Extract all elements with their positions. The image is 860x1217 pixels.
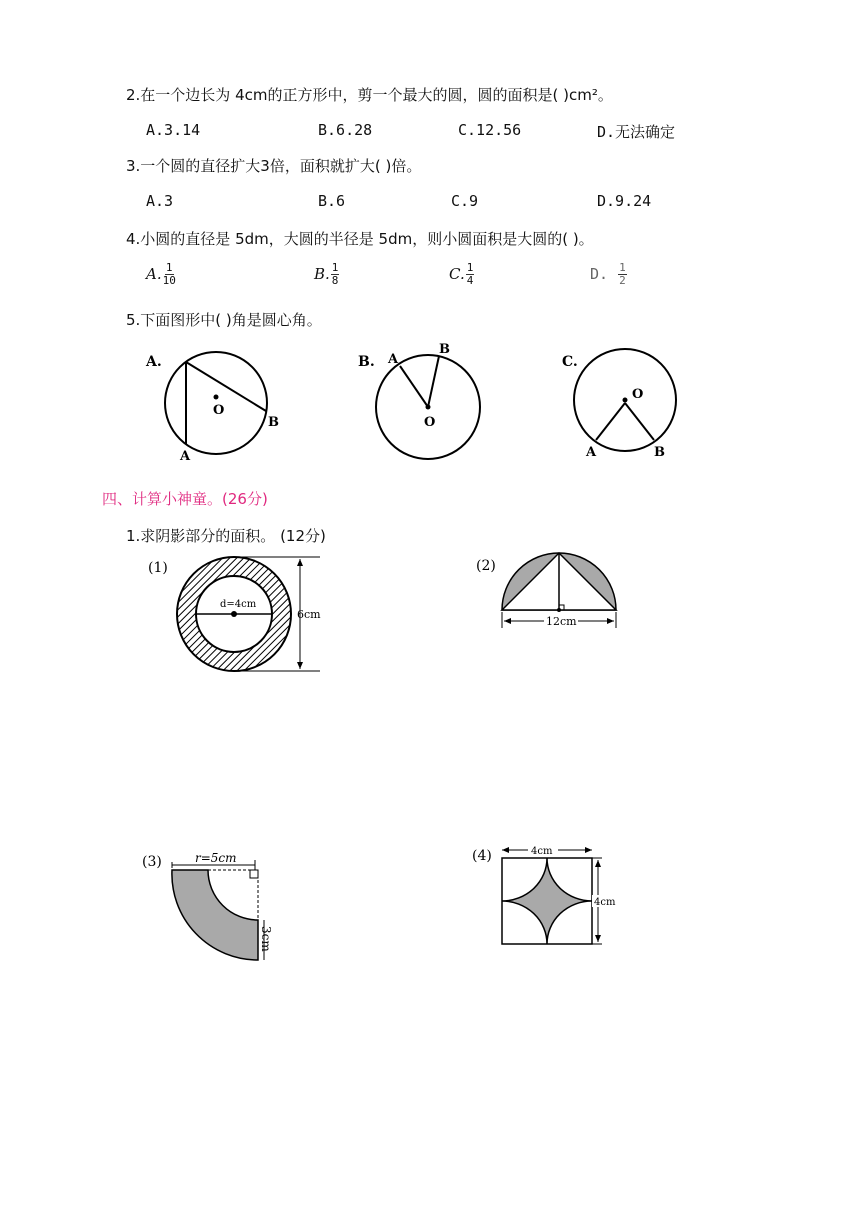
fig-c-point-b: B <box>654 445 665 460</box>
fig-a-point-a: A <box>180 449 191 464</box>
fig1-inner-diameter: d=4cm <box>220 599 257 610</box>
fig3-radius: r=5cm <box>195 851 237 865</box>
fig-a-center: O <box>213 403 225 418</box>
q2-option-b: B.6.28 <box>318 121 373 139</box>
question-2-stem: 2.在一个边长为 4cm的正方形中，剪一个最大的圆，圆的面积是( )cm²。 <box>126 86 613 104</box>
circle-figure-a <box>140 340 290 465</box>
q4-option-c: C. $\frac{1}{4}$ <box>449 261 474 287</box>
q4-option-d: D. $\frac{1}{2}$ <box>590 261 626 287</box>
q3-option-a: A.3 <box>146 192 174 210</box>
section-4-title: 四、计算小神童。(26分) <box>102 490 268 508</box>
fig4-top-side: 4cm <box>531 846 553 857</box>
q3-option-c: C.9 <box>451 192 479 210</box>
fig4-right-side: 4cm <box>594 897 616 908</box>
fig-a-label: A. <box>146 354 162 370</box>
q2-option-c: C.12.56 <box>458 121 522 139</box>
fig3-label: (3) <box>142 854 162 870</box>
fig-b-center: O <box>424 415 436 430</box>
fig-c-center: O <box>632 387 644 402</box>
semicircle-figure <box>470 548 630 633</box>
fig1-outer-diameter: 6cm <box>297 608 321 621</box>
question-3-stem: 3.一个圆的直径扩大3倍，面积就扩大( )倍。 <box>126 157 422 175</box>
circle-figure-c <box>556 340 686 465</box>
fig2-width: 12cm <box>546 615 577 628</box>
q3-option-d: D.9.24 <box>597 192 652 210</box>
q4-option-b: B. $\frac{1}{8}$ <box>314 261 339 287</box>
fig2-label: (2) <box>476 558 496 574</box>
square-star-figure <box>468 840 618 950</box>
fig-b-point-a: A <box>388 352 399 367</box>
fig1-label: (1) <box>148 560 168 576</box>
fig-c-point-a: A <box>586 445 597 460</box>
fig-c-label: C. <box>562 354 578 370</box>
fig4-label: (4) <box>472 848 492 864</box>
q3-option-b: B.6 <box>318 192 346 210</box>
q4-option-a: A. $\frac{1}{10}$ <box>146 261 176 287</box>
fig-b-point-b: B <box>439 342 450 357</box>
annulus-figure <box>142 553 327 678</box>
section-4-q1: 1.求阴影部分的面积。 (12分) <box>126 527 326 545</box>
question-5-stem: 5.下面图形中( )角是圆心角。 <box>126 311 322 329</box>
q2-option-d: D.无法确定 <box>597 123 676 141</box>
fig3-width: 3cm <box>259 926 273 952</box>
circle-figure-b <box>352 336 492 466</box>
fig-a-point-b: B <box>268 415 279 430</box>
question-4-stem: 4.小圆的直径是 5dm，大圆的半径是 5dm，则小圆面积是大圆的( )。 <box>126 230 594 248</box>
q2-option-a: A.3.14 <box>146 121 201 139</box>
fig-b-label: B. <box>358 354 375 370</box>
ring-sector-figure <box>140 840 290 970</box>
